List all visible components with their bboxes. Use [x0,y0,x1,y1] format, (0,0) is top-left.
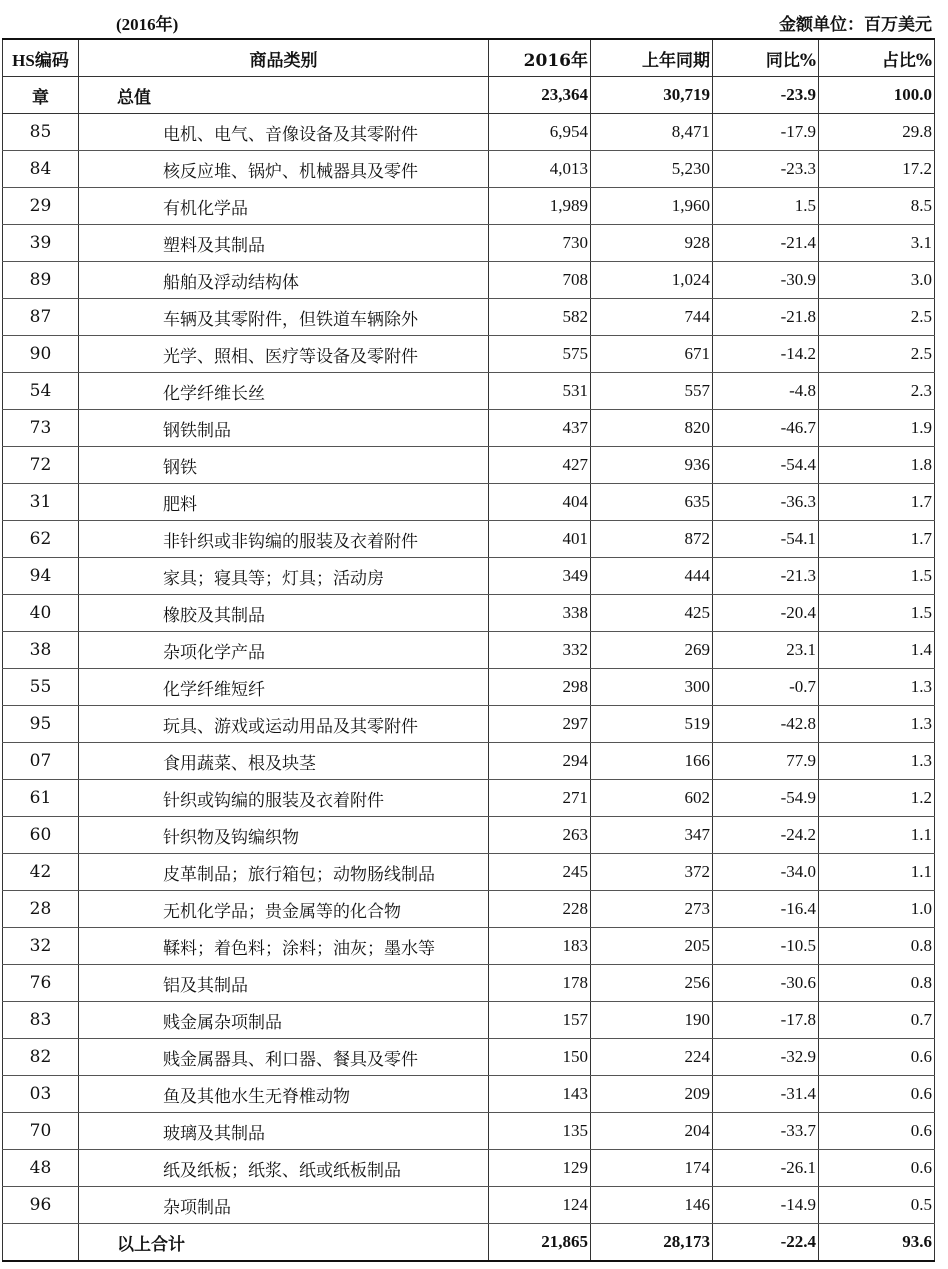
table-row [3,188,935,225]
hs-code-cell: 62 [3,521,79,558]
value-2016-cell: 427 [489,447,591,484]
sum-prev: 28,173 [591,1224,713,1262]
category-cell: 化学纤维短纤 [79,669,489,706]
value-prev-cell: 174 [591,1150,713,1187]
category-cell: 铝及其制品 [79,965,489,1002]
hs-code-cell: 38 [3,632,79,669]
yoy-cell: -33.7 [713,1113,819,1150]
share-cell: 2.5 [819,299,935,336]
value-prev-cell: 1,960 [591,188,713,225]
yoy-cell: -16.4 [713,891,819,928]
category-cell: 鱼及其他水生无脊椎动物 [79,1076,489,1113]
category-cell: 针织物及钩编织物 [79,817,489,854]
value-2016-cell: 349 [489,558,591,595]
share-cell: 3.0 [819,262,935,299]
table-row [3,1039,935,1076]
yoy-cell: -10.5 [713,928,819,965]
value-prev-cell: 372 [591,854,713,891]
yoy-cell: -30.9 [713,262,819,299]
hs-code-cell: 85 [3,114,79,151]
yoy-cell: -14.2 [713,336,819,373]
hs-code-cell: 82 [3,1039,79,1076]
hs-code-cell: 96 [3,1187,79,1224]
table-row [3,595,935,632]
value-2016-cell: 582 [489,299,591,336]
category-cell: 纸及纸板；纸浆、纸或纸板制品 [79,1150,489,1187]
hs-code-cell: 73 [3,410,79,447]
value-prev-cell: 444 [591,558,713,595]
category-cell: 贱金属杂项制品 [79,1002,489,1039]
hs-code-cell: 60 [3,817,79,854]
table-row [3,743,935,780]
col-2016: 2016年 [489,39,591,77]
yoy-cell: -54.4 [713,447,819,484]
yoy-cell: -23.3 [713,151,819,188]
value-2016-cell: 135 [489,1113,591,1150]
value-prev-cell: 190 [591,1002,713,1039]
sum-name: 以上合计 [79,1224,489,1262]
yoy-cell: -4.8 [713,373,819,410]
yoy-cell: -24.2 [713,817,819,854]
table-row [3,1113,935,1150]
table-row [3,928,935,965]
share-cell: 0.6 [819,1113,935,1150]
value-prev-cell: 269 [591,632,713,669]
value-2016-cell: 401 [489,521,591,558]
sum-share: 93.6 [819,1224,935,1262]
value-2016-cell: 531 [489,373,591,410]
category-cell: 有机化学品 [79,188,489,225]
category-cell: 玩具、游戏或运动用品及其零附件 [79,706,489,743]
total-yoy: -23.9 [713,77,819,114]
table-row [3,891,935,928]
table-row [3,521,935,558]
value-2016-cell: 404 [489,484,591,521]
share-cell: 1.5 [819,558,935,595]
hs-code-cell: 94 [3,558,79,595]
category-cell: 鞣料；着色料；涂料；油灰；墨水等 [79,928,489,965]
value-prev-cell: 1,024 [591,262,713,299]
share-cell: 0.8 [819,965,935,1002]
value-2016-cell: 298 [489,669,591,706]
share-cell: 1.5 [819,595,935,632]
value-prev-cell: 347 [591,817,713,854]
share-cell: 0.8 [819,928,935,965]
share-cell: 29.8 [819,114,935,151]
hs-code-cell: 72 [3,447,79,484]
value-prev-cell: 146 [591,1187,713,1224]
hs-code-cell: 70 [3,1113,79,1150]
value-prev-cell: 256 [591,965,713,1002]
value-2016-cell: 263 [489,817,591,854]
total-prev: 30,719 [591,77,713,114]
value-2016-cell: 730 [489,225,591,262]
share-cell: 2.3 [819,373,935,410]
share-cell: 2.5 [819,336,935,373]
value-2016-cell: 157 [489,1002,591,1039]
sum-code [3,1224,79,1262]
table-row [3,632,935,669]
category-cell: 食用蔬菜、根及块茎 [79,743,489,780]
sum-row [3,1224,935,1262]
yoy-cell: -21.4 [713,225,819,262]
value-prev-cell: 425 [591,595,713,632]
share-cell: 0.6 [819,1150,935,1187]
col-hs-code: HS编码 [3,39,79,77]
category-cell: 船舶及浮动结构体 [79,262,489,299]
value-2016-cell: 271 [489,780,591,817]
yoy-cell: 1.5 [713,188,819,225]
value-2016-cell: 245 [489,854,591,891]
yoy-cell: 77.9 [713,743,819,780]
category-cell: 针织或钩编的服装及衣着附件 [79,780,489,817]
table-row [3,669,935,706]
value-2016-cell: 183 [489,928,591,965]
hs-code-cell: 32 [3,928,79,965]
table-row [3,558,935,595]
value-2016-cell: 338 [489,595,591,632]
value-prev-cell: 928 [591,225,713,262]
share-cell: 1.8 [819,447,935,484]
share-cell: 1.3 [819,706,935,743]
table-row [3,706,935,743]
hs-code-cell: 03 [3,1076,79,1113]
yoy-cell: -20.4 [713,595,819,632]
value-2016-cell: 294 [489,743,591,780]
hs-code-cell: 83 [3,1002,79,1039]
value-2016-cell: 228 [489,891,591,928]
share-cell: 0.6 [819,1076,935,1113]
share-cell: 1.0 [819,891,935,928]
yoy-cell: -17.8 [713,1002,819,1039]
table-row [3,1187,935,1224]
value-2016-cell: 708 [489,262,591,299]
table-row [3,1150,935,1187]
table-row [3,225,935,262]
value-prev-cell: 209 [591,1076,713,1113]
yoy-cell: -54.9 [713,780,819,817]
value-prev-cell: 204 [591,1113,713,1150]
share-cell: 3.1 [819,225,935,262]
table-row [3,373,935,410]
hs-code-cell: 42 [3,854,79,891]
table-row [3,336,935,373]
category-cell: 玻璃及其制品 [79,1113,489,1150]
col-yoy: 同比% [713,39,819,77]
category-cell: 核反应堆、锅炉、机械器具及零件 [79,151,489,188]
table-header-row [3,39,935,77]
category-cell: 家具；寝具等；灯具；活动房 [79,558,489,595]
value-2016-cell: 437 [489,410,591,447]
yoy-cell: 23.1 [713,632,819,669]
yoy-cell: -26.1 [713,1150,819,1187]
hs-code-cell: 89 [3,262,79,299]
share-cell: 8.5 [819,188,935,225]
category-cell: 塑料及其制品 [79,225,489,262]
share-cell: 1.9 [819,410,935,447]
category-cell: 钢铁 [79,447,489,484]
value-prev-cell: 224 [591,1039,713,1076]
value-prev-cell: 273 [591,891,713,928]
value-prev-cell: 671 [591,336,713,373]
hs-code-cell: 31 [3,484,79,521]
table-row [3,817,935,854]
yoy-cell: -34.0 [713,854,819,891]
yoy-cell: -14.9 [713,1187,819,1224]
value-2016-cell: 150 [489,1039,591,1076]
value-2016-cell: 4,013 [489,151,591,188]
category-cell: 光学、照相、医疗等设备及零附件 [79,336,489,373]
category-cell: 皮革制品；旅行箱包；动物肠线制品 [79,854,489,891]
category-cell: 橡胶及其制品 [79,595,489,632]
hs-code-cell: 07 [3,743,79,780]
share-cell: 1.1 [819,817,935,854]
commodity-table [2,38,935,1262]
yoy-cell: -42.8 [713,706,819,743]
share-cell: 1.7 [819,521,935,558]
share-cell: 0.5 [819,1187,935,1224]
value-prev-cell: 557 [591,373,713,410]
table-row [3,1002,935,1039]
hs-code-cell: 28 [3,891,79,928]
hs-code-cell: 76 [3,965,79,1002]
hs-code-cell: 40 [3,595,79,632]
table-row [3,447,935,484]
value-prev-cell: 5,230 [591,151,713,188]
col-prev-year: 上年同期 [591,39,713,77]
category-cell: 贱金属器具、利口器、餐具及零件 [79,1039,489,1076]
share-cell: 1.4 [819,632,935,669]
category-cell: 肥料 [79,484,489,521]
value-prev-cell: 519 [591,706,713,743]
table-row [3,1076,935,1113]
category-cell: 无机化学品；贵金属等的化合物 [79,891,489,928]
value-2016-cell: 332 [489,632,591,669]
total-2016: 23,364 [489,77,591,114]
hs-code-cell: 90 [3,336,79,373]
table-row [3,484,935,521]
value-prev-cell: 872 [591,521,713,558]
value-prev-cell: 205 [591,928,713,965]
yoy-cell: -0.7 [713,669,819,706]
col-category: 商品类别 [79,39,489,77]
share-cell: 1.1 [819,854,935,891]
share-cell: 1.3 [819,669,935,706]
sum-2016: 21,865 [489,1224,591,1262]
table-row [3,262,935,299]
total-code: 章 [3,77,79,114]
category-cell: 杂项化学产品 [79,632,489,669]
value-2016-cell: 178 [489,965,591,1002]
sum-yoy: -22.4 [713,1224,819,1262]
total-name: 总值 [79,77,489,114]
hs-code-cell: 95 [3,706,79,743]
value-prev-cell: 936 [591,447,713,484]
value-prev-cell: 300 [591,669,713,706]
table-row [3,114,935,151]
yoy-cell: -32.9 [713,1039,819,1076]
value-prev-cell: 8,471 [591,114,713,151]
table-row [3,965,935,1002]
hs-code-cell: 55 [3,669,79,706]
hs-code-cell: 61 [3,780,79,817]
value-prev-cell: 602 [591,780,713,817]
share-cell: 0.6 [819,1039,935,1076]
hs-code-cell: 87 [3,299,79,336]
total-row [3,77,935,114]
yoy-cell: -31.4 [713,1076,819,1113]
yoy-cell: -30.6 [713,965,819,1002]
category-cell: 钢铁制品 [79,410,489,447]
category-cell: 电机、电气、音像设备及其零附件 [79,114,489,151]
value-prev-cell: 744 [591,299,713,336]
hs-code-cell: 48 [3,1150,79,1187]
value-2016-cell: 124 [489,1187,591,1224]
yoy-cell: -17.9 [713,114,819,151]
value-2016-cell: 575 [489,336,591,373]
yoy-cell: -54.1 [713,521,819,558]
yoy-cell: -21.3 [713,558,819,595]
hs-code-cell: 29 [3,188,79,225]
hs-code-cell: 54 [3,373,79,410]
share-cell: 1.2 [819,780,935,817]
category-cell: 化学纤维长丝 [79,373,489,410]
yoy-cell: -46.7 [713,410,819,447]
category-cell: 车辆及其零附件，但铁道车辆除外 [79,299,489,336]
value-2016-cell: 1,989 [489,188,591,225]
table-row [3,854,935,891]
value-prev-cell: 166 [591,743,713,780]
value-2016-cell: 143 [489,1076,591,1113]
table-row [3,299,935,336]
hs-code-cell: 39 [3,225,79,262]
value-2016-cell: 129 [489,1150,591,1187]
category-cell: 非针织或非钩编的服装及衣着附件 [79,521,489,558]
col-share: 占比% [819,39,935,77]
category-cell: 杂项制品 [79,1187,489,1224]
share-cell: 17.2 [819,151,935,188]
yoy-cell: -36.3 [713,484,819,521]
unit-note: 金额单位：百万美元 [779,15,932,34]
value-2016-cell: 6,954 [489,114,591,151]
year-note: (2016年) [116,15,179,34]
table-row [3,410,935,447]
share-cell: 1.7 [819,484,935,521]
value-prev-cell: 820 [591,410,713,447]
hs-code-cell: 84 [3,151,79,188]
table-caption [0,0,948,38]
table-row [3,151,935,188]
total-share: 100.0 [819,77,935,114]
share-cell: 1.3 [819,743,935,780]
table-row [3,780,935,817]
value-prev-cell: 635 [591,484,713,521]
yoy-cell: -21.8 [713,299,819,336]
share-cell: 0.7 [819,1002,935,1039]
value-2016-cell: 297 [489,706,591,743]
